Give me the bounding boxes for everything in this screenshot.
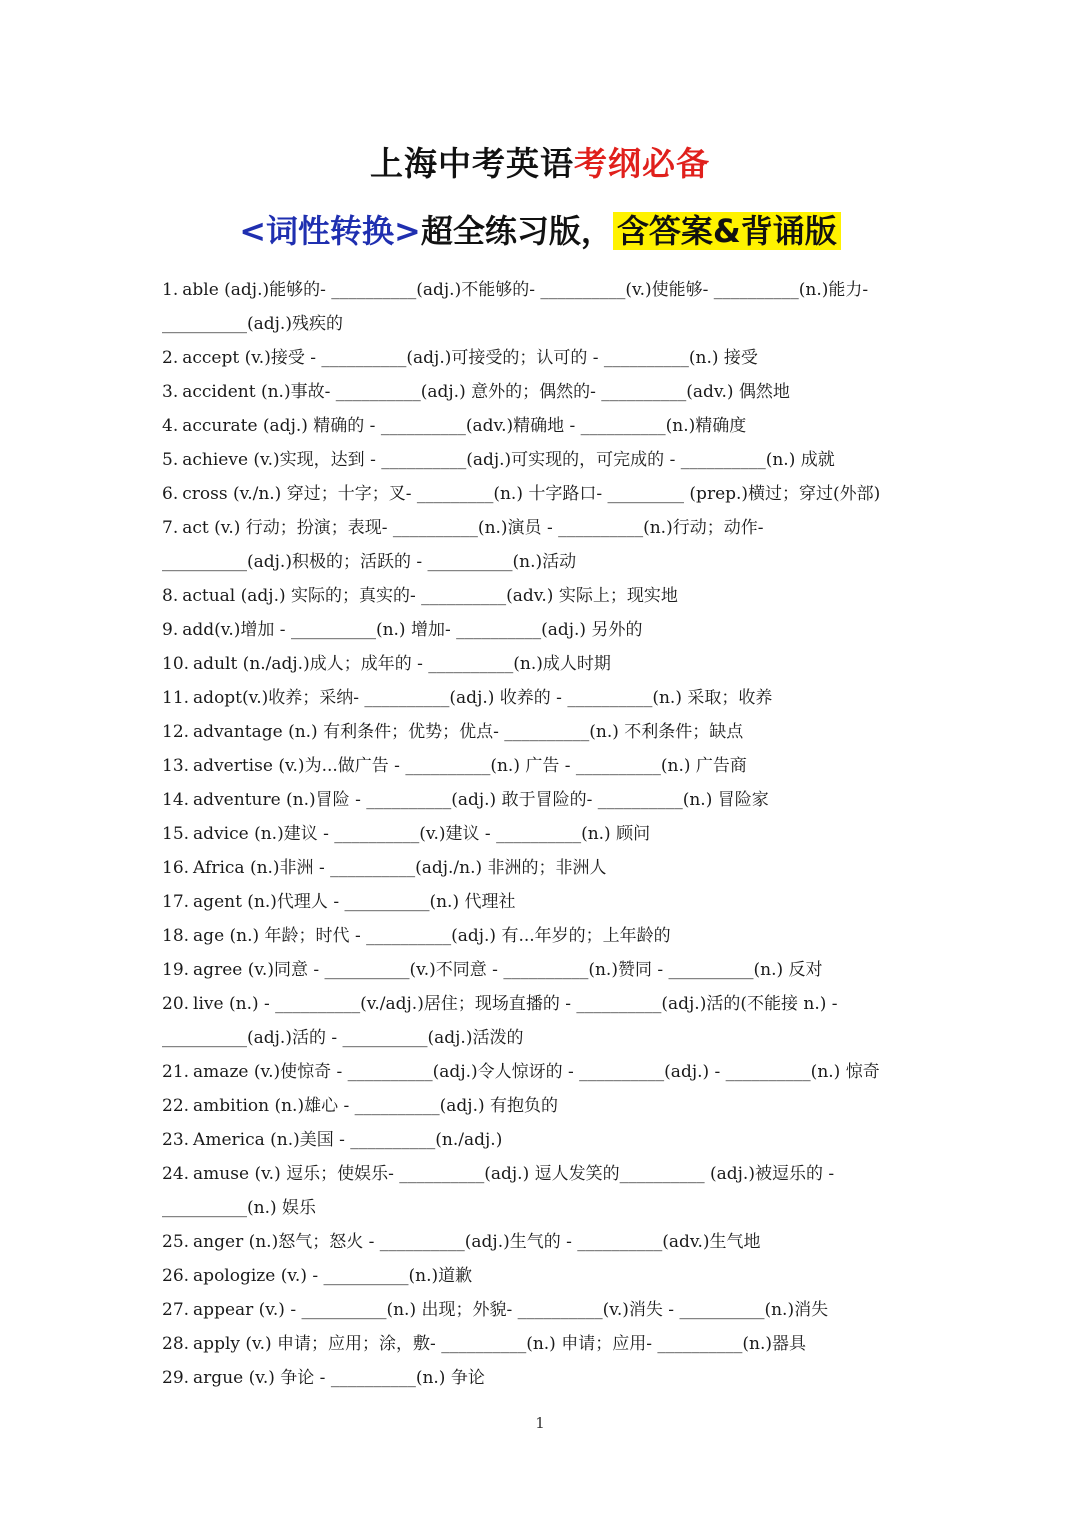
exercise-line [162,1089,952,1123]
exercise-line [162,817,952,851]
exercise-text: age (n.) 年龄；时代 - __________(adj.) 有...年岁的；上年龄的 [193,926,671,946]
exercise-line [162,375,952,409]
exercise-text: amaze (v.)使惊奇 - __________(adj.)令人惊讶的 - __________(adj.) - __________(n.) 惊奇 [193,1062,880,1082]
exercise-text: add(v.)增加 - __________(n.) 增加- __________(adj.) 另外的 [182,620,643,640]
exercise-number: 19. [162,960,190,980]
document-subtitle [0,205,1080,257]
exercise-text: act (v.) 行动；扮演；表现- __________(n.)演员 - __________(n.)行动；动作- [182,518,764,538]
exercise-text: America (n.)美国 - __________(n./adj.) [193,1130,503,1150]
exercise-number: 17. [162,892,190,912]
exercise-text: accept (v.)接受 - __________(adj.)可接受的；认可的 - __________(n.) 接受 [182,348,758,368]
exercise-number: 11. [162,688,190,708]
exercise-text: live (n.) - __________(v./adj.)居住；现场直播的 - __________(adj.)活的(不能接 n.) - [193,994,838,1014]
exercise-number: 22. [162,1096,190,1116]
exercise-line [162,851,952,885]
exercise-text: accident (n.)事故- __________(adj.) 意外的；偶然的- __________(adv.) 偶然地 [182,382,790,402]
exercise-number: 24. [162,1164,190,1184]
exercise-text: agent (n.)代理人 - __________(n.) 代理社 [193,892,516,912]
exercise-number: 16. [162,858,190,878]
exercise-line [162,1259,952,1293]
title-part-black: 上海中考英语 [370,144,574,183]
exercise-text: appear (v.) - __________(n.) 出现；外貌- __________(v.)消失 - __________(n.)消失 [193,1300,829,1320]
exercise-number: 12. [162,722,190,742]
exercise-text: accurate (adj.) 精确的 - __________(adv.)精确地 - __________(n.)精确度 [182,416,747,436]
exercise-line [162,1191,952,1225]
exercise-number: 4. [162,416,179,436]
exercise-text: able (adj.)能够的- __________(adj.)不能够的- __________(v.)使能够- __________(n.)能力- [182,280,869,300]
exercise-line [162,1225,952,1259]
exercise-line [162,443,952,477]
exercise-text: __________(adj.)积极的；活跃的 - __________(n.)活动 [162,552,577,572]
exercise-line [162,681,952,715]
exercise-line [162,647,952,681]
exercise-text: argue (v.) 争论 - __________(n.) 争论 [193,1368,485,1388]
exercise-text: advertise (v.)为...做广告 - __________(n.) 广告 - __________(n.) 广告商 [193,756,747,776]
exercise-text: achieve (v.)实现，达到 - __________(adj.)可实现的，可完成的 - __________(n.) 成就 [182,450,835,470]
exercise-line [162,545,952,579]
exercise-number: 2. [162,348,179,368]
exercise-number: 28. [162,1334,190,1354]
exercise-line [162,715,952,749]
subtitle-part-black: 超全练习版， [420,212,613,250]
exercise-text: __________(adj.)活的 - __________(adj.)活泼的 [162,1028,524,1048]
exercise-list [162,273,952,1395]
exercise-line [162,1021,952,1055]
exercise-number: 25. [162,1232,190,1252]
exercise-number: 20. [162,994,190,1014]
exercise-text: apply (v.) 申请；应用；涂，敷- __________(n.) 申请；应用- __________(n.)器具 [193,1334,806,1354]
exercise-line [162,1293,952,1327]
exercise-text: Africa (n.)非洲 - __________(adj./n.) 非洲的；非洲人 [193,858,607,878]
exercise-line [162,953,952,987]
exercise-number: 18. [162,926,190,946]
exercise-number: 23. [162,1130,190,1150]
exercise-text: anger (n.)怒气；怒火 - __________(adj.)生气的 - __________(adv.)生气地 [193,1232,761,1252]
exercise-line [162,1327,952,1361]
exercise-number: 1. [162,280,179,300]
title-part-red: 考纲必备 [574,144,710,183]
exercise-number: 5. [162,450,179,470]
exercise-number: 10. [162,654,190,674]
exercise-line [162,783,952,817]
exercise-text: apologize (v.) - __________(n.)道歉 [193,1266,473,1286]
exercise-text: adventure (n.)冒险 - __________(adj.) 敢于冒险的- __________(n.) 冒险家 [193,790,769,810]
exercise-line [162,307,952,341]
exercise-text: adult (n./adj.)成人；成年的 - __________(n.)成人时期 [193,654,611,674]
exercise-text: advice (n.)建议 - __________(v.)建议 - __________(n.) 顾问 [193,824,651,844]
document-title [0,140,1080,188]
exercise-line [162,409,952,443]
exercise-line [162,341,952,375]
exercise-text: agree (v.)同意 - __________(v.)不同意 - __________(n.)赞同 - __________(n.) 反对 [193,960,823,980]
exercise-text: __________(n.) 娱乐 [162,1198,317,1218]
exercise-line [162,919,952,953]
exercise-text: actual (adj.) 实际的；真实的- __________(adv.) 实际上；现实地 [182,586,678,606]
exercise-text: ambition (n.)雄心 - __________(adj.) 有抱负的 [193,1096,559,1116]
exercise-number: 13. [162,756,190,776]
exercise-number: 15. [162,824,190,844]
subtitle-highlight: 含答案&背诵版 [613,212,841,250]
exercise-number: 27. [162,1300,190,1320]
exercise-line [162,987,952,1021]
exercise-line [162,613,952,647]
exercise-line [162,1055,952,1089]
exercise-number: 7. [162,518,179,538]
exercise-number: 8. [162,586,179,606]
exercise-text: __________(adj.)残疾的 [162,314,343,334]
exercise-number: 21. [162,1062,190,1082]
exercise-line [162,1361,952,1395]
exercise-line [162,511,952,545]
exercise-line [162,477,952,511]
exercise-text: adopt(v.)收养；采纳- __________(adj.) 收养的 - __________(n.) 采取；收养 [193,688,773,708]
exercise-text: advantage (n.) 有利条件；优势；优点- __________(n.) 不利条件；缺点 [193,722,744,742]
exercise-line [162,273,952,307]
exercise-text: cross (v./n.) 穿过；十字；叉- _________(n.) 十字路口- _________ (prep.)横过；穿过(外部) [182,484,881,504]
exercise-line [162,885,952,919]
exercise-line [162,1123,952,1157]
exercise-number: 6. [162,484,179,504]
exercise-number: 14. [162,790,190,810]
exercise-line [162,749,952,783]
exercise-number: 29. [162,1368,190,1388]
exercise-number: 3. [162,382,179,402]
exercise-text: amuse (v.) 逗乐；使娱乐- __________(adj.) 逗人发笑的__________ (adj.)被逗乐的 - [193,1164,835,1184]
subtitle-part-blue: <词性转换> [239,212,421,250]
exercise-line [162,579,952,613]
exercise-number: 9. [162,620,179,640]
page-number: 1 [535,1414,545,1432]
exercise-number: 26. [162,1266,190,1286]
exercise-line [162,1157,952,1191]
